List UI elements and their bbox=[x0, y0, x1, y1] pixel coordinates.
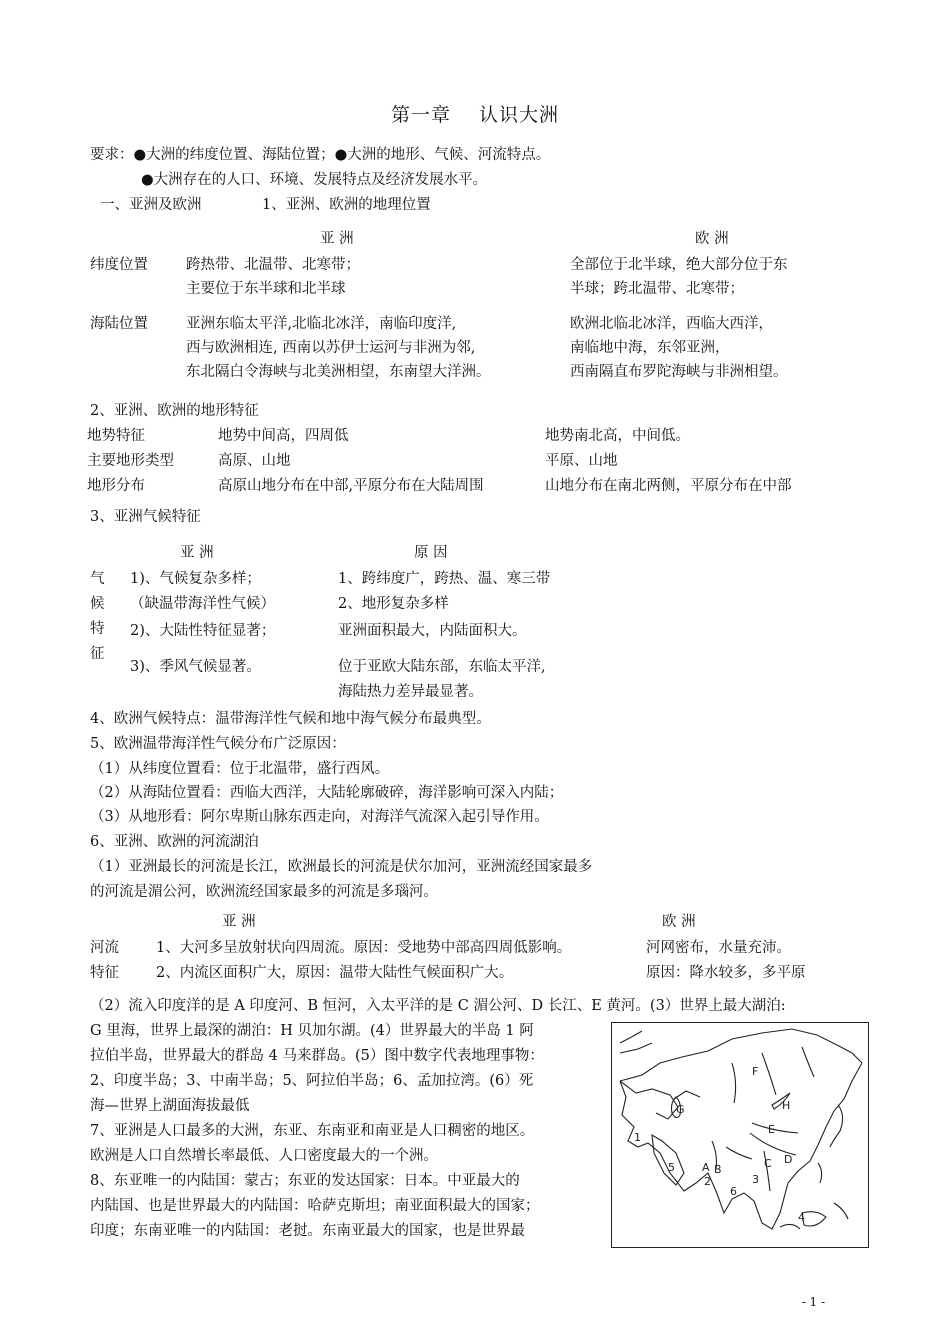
terrain-row-label: 地形分布 bbox=[87, 478, 145, 494]
climate-side-label: 候 bbox=[90, 596, 105, 612]
climate-col-asia: 亚 洲 bbox=[180, 545, 214, 561]
climate-reason: 亚洲面积最大，内陆面积大。 bbox=[338, 623, 527, 639]
section-4: 4、欧洲气候特点：温带海洋性气候和地中海气候分布最典型。 bbox=[90, 711, 491, 727]
geo-cell-text: 西与欧洲相连, 西南以苏伊士运河与非洲为邻, bbox=[186, 340, 476, 356]
map-label: D bbox=[784, 1153, 793, 1166]
geo-cell-text: 半球；跨北温带、北寒带； bbox=[570, 281, 744, 297]
chapter-number: 第一章 bbox=[390, 104, 451, 126]
section-6-paragraph: （1）亚洲最长的河流是长江，欧洲最长的河流是伏尔加河，亚洲流经国家最多 bbox=[90, 859, 593, 875]
section-1-heading: 一、亚洲及欧洲 bbox=[100, 197, 202, 213]
river-label: 河流 bbox=[90, 940, 119, 956]
paragraph-line: 内陆国、也是世界最大的内陆国：哈萨克斯坦；南亚面积最大的国家； bbox=[90, 1198, 540, 1214]
geo-cell-text: 西南隔直布罗陀海峡与非洲相望。 bbox=[570, 364, 788, 380]
map-label: H bbox=[782, 1099, 791, 1112]
paragraph-line: 2、印度半岛；3、中南半岛；5、阿拉伯半岛；6、孟加拉湾。(6）死 bbox=[90, 1073, 534, 1089]
paragraph-line: 印度；东南亚唯一的内陆国：老挝。东南亚最大的国家，也是世界最 bbox=[90, 1223, 525, 1239]
terrain-row-label: 地势特征 bbox=[87, 428, 145, 444]
geo-cell-text: 全部位于北半球，绝大部分位于东 bbox=[570, 257, 788, 273]
asia-map-outline bbox=[612, 1023, 868, 1247]
river-label: 特征 bbox=[90, 965, 119, 981]
page-number: - 1 - bbox=[801, 1295, 825, 1309]
terrain-europe: 山地分布在南北两侧，平原分布在中部 bbox=[545, 478, 792, 494]
chapter-name: 认识大洲 bbox=[479, 104, 560, 126]
river-col-asia: 亚 洲 bbox=[222, 914, 256, 930]
section-5-item: （2）从海陆位置看：西临大西洋，大陆轮廓破碎，海洋影响可深入内陆； bbox=[90, 785, 564, 801]
page-title bbox=[0, 100, 950, 127]
climate-feature: 1)、气候复杂多样； bbox=[130, 571, 261, 587]
geo-row-label: 海陆位置 bbox=[90, 316, 148, 332]
climate-side-label: 特 bbox=[90, 621, 105, 637]
river-asia: 2、内流区面积广大，原因：温带大陆性气候面积广大。 bbox=[156, 965, 514, 981]
map-label: 3 bbox=[752, 1173, 759, 1186]
geo-col-asia: 亚 洲 bbox=[320, 231, 354, 247]
paragraph-line: 拉伯半岛，世界最大的群岛 4 马来群岛。(5）图中数字代表地理事物： bbox=[90, 1048, 544, 1064]
geo-cell-text: 南临地中海，东邻亚洲， bbox=[570, 340, 730, 356]
map-label: 5 bbox=[668, 1161, 675, 1174]
geo-cell-text: 跨热带、北温带、北寒带； bbox=[186, 257, 360, 273]
terrain-asia: 地势中间高，四周低 bbox=[218, 428, 349, 444]
climate-reason: 海陆热力差异最显著。 bbox=[338, 684, 483, 700]
paragraph-line: 欧洲是人口自然增长率最低、人口密度最大的一个洲。 bbox=[90, 1148, 438, 1164]
river-col-europe: 欧 洲 bbox=[662, 914, 696, 930]
terrain-asia: 高原山地分布在中部,平原分布在大陆周围 bbox=[218, 478, 484, 494]
climate-reason: 2、地形复杂多样 bbox=[338, 596, 449, 612]
asia-map bbox=[611, 1022, 869, 1248]
map-label: 1 bbox=[634, 1131, 641, 1144]
geo-row-label: 纬度位置 bbox=[90, 257, 148, 273]
paragraph-line: 8、东亚唯一的内陆国：蒙古；东亚的发达国家：日本。中亚最大的 bbox=[90, 1173, 520, 1189]
river-asia: 1、大河多呈放射状向四周流。原因：受地势中部高四周低影响。 bbox=[156, 940, 572, 956]
section-3-heading: 3、亚洲气候特征 bbox=[90, 509, 201, 525]
map-label: C bbox=[764, 1157, 772, 1170]
map-label: 4 bbox=[798, 1211, 805, 1224]
climate-reason: 1、跨纬度广，跨热、温、寒三带 bbox=[338, 571, 551, 587]
map-label: B bbox=[714, 1163, 722, 1176]
map-label: E bbox=[768, 1123, 775, 1136]
climate-side-label: 征 bbox=[90, 646, 105, 662]
geo-cell-text: 主要位于东半球和北半球 bbox=[186, 281, 346, 297]
map-label: 6 bbox=[730, 1185, 737, 1198]
climate-feature: 2)、大陆性特征显著； bbox=[130, 623, 276, 639]
paragraph-line: （2）流入印度洋的是 A 印度河、B 恒河，入太平洋的是 C 湄公河、D 长江、E 黄河。(3）世界上最大湖泊: bbox=[90, 998, 786, 1014]
terrain-europe: 地势南北高，中间低。 bbox=[545, 428, 690, 444]
requirements-line-1: 要求：●大洲的纬度位置、海陆位置；●大洲的地形、气候、河流特点。 bbox=[90, 147, 551, 163]
terrain-asia: 高原、山地 bbox=[218, 453, 291, 469]
map-label: F bbox=[752, 1065, 759, 1078]
paragraph-line: G 里海，世界上最深的湖泊：H 贝加尔湖。(4）世界最大的半岛 1 阿 bbox=[90, 1023, 534, 1039]
terrain-row-label: 主要地形类型 bbox=[87, 453, 174, 469]
section-1-subheading: 1、亚洲、欧洲的地理位置 bbox=[262, 197, 431, 213]
geo-cell-text: 东北隔白令海峡与北美洲相望，东南望大洋洲。 bbox=[186, 364, 491, 380]
section-2-heading: 2、亚洲、欧洲的地形特征 bbox=[90, 403, 259, 419]
geo-col-europe: 欧 洲 bbox=[695, 231, 729, 247]
terrain-europe: 平原、山地 bbox=[545, 453, 618, 469]
section-5-item: （1）从纬度位置看：位于北温带，盛行西风。 bbox=[90, 761, 390, 777]
climate-side-label: 气 bbox=[90, 571, 105, 587]
section-6-paragraph: 的河流是湄公河，欧洲流经国家最多的河流是多瑙河。 bbox=[90, 884, 438, 900]
climate-col-reason: 原 因 bbox=[414, 545, 448, 561]
map-label: 2 bbox=[704, 1175, 711, 1188]
river-europe: 河网密布，水量充沛。 bbox=[646, 940, 791, 956]
climate-feature: （缺温带海洋性气候） bbox=[130, 596, 275, 612]
requirements-line-2: ●大洲存在的人口、环境、发展特点及经济发展水平。 bbox=[141, 172, 488, 188]
climate-feature: 3)、季风气候显著。 bbox=[130, 659, 261, 675]
section-6-heading: 6、亚洲、欧洲的河流湖泊 bbox=[90, 834, 259, 850]
river-europe: 原因：降水较多，多平原 bbox=[646, 965, 806, 981]
map-label: G bbox=[676, 1103, 685, 1116]
section-5-item: （3）从地形看：阿尔卑斯山脉东西走向，对海洋气流深入起引导作用。 bbox=[90, 809, 549, 825]
paragraph-line: 7、亚洲是人口最多的大洲，东亚、东南亚和南亚是人口稠密的地区。 bbox=[90, 1123, 535, 1139]
geo-cell-text: 欧洲北临北冰洋，西临大西洋， bbox=[570, 316, 773, 332]
geo-cell-text: 亚洲东临太平洋,北临北冰洋，南临印度洋, bbox=[186, 316, 457, 332]
climate-reason: 位于亚欧大陆东部，东临太平洋, bbox=[338, 659, 546, 675]
map-label: A bbox=[702, 1161, 710, 1174]
paragraph-line: 海—世界上湖面海拔最低 bbox=[90, 1098, 250, 1114]
section-5-heading: 5、欧洲温带海洋性气候分布广泛原因： bbox=[90, 736, 346, 752]
